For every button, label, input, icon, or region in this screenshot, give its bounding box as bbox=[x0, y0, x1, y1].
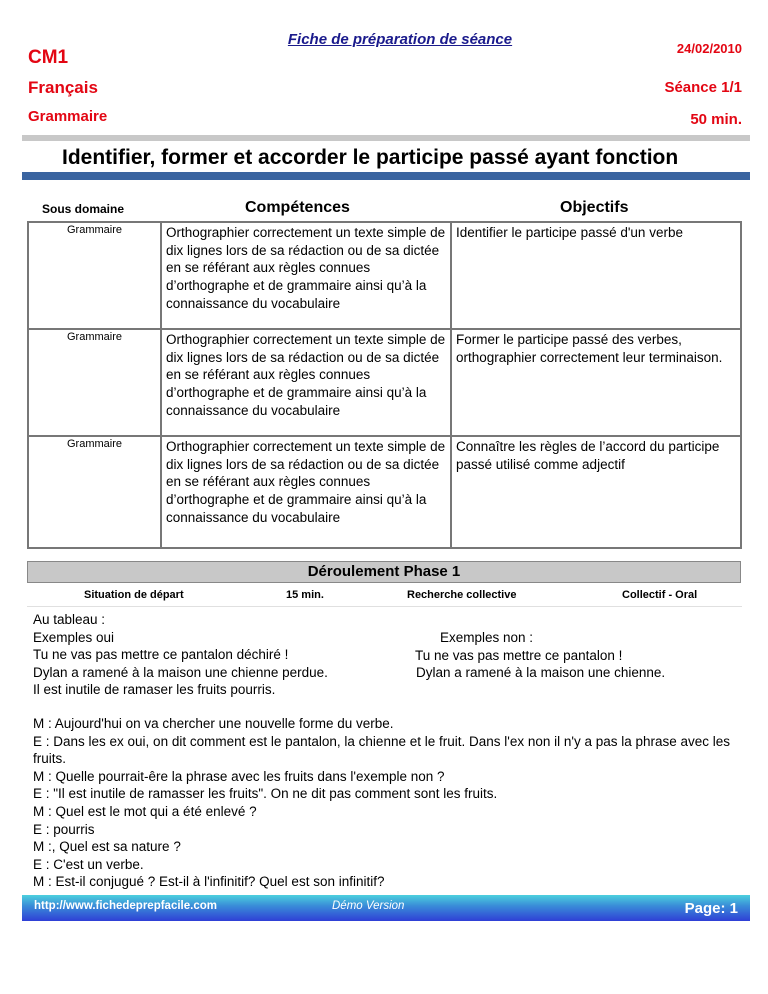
dialog-line: M : Quel est le mot qui a été enlevé ? bbox=[33, 803, 257, 819]
dialog-line: M : Aujourd'hui on va chercher une nouvelle forme du verbe. bbox=[33, 716, 394, 731]
table-row bbox=[28, 436, 741, 548]
text-line: Tu ne vas pas mettre ce pantalon déchiré ! bbox=[33, 647, 289, 663]
title-underline-bar bbox=[22, 172, 750, 180]
page-footer bbox=[22, 895, 750, 921]
dialog-line: E : "Il est inutile de ramasser les fruits". On ne dit pas comment sont les fruits. bbox=[33, 786, 498, 802]
cell-objectif: Former le participe passé des verbes, orthographier correctement leur terminaison. bbox=[451, 329, 741, 436]
phase-duration: 15 min. bbox=[286, 589, 324, 601]
text-line: Dylan a ramené à la maison une chienne perdue. bbox=[33, 664, 328, 680]
text-line: Tu ne vas pas mettre ce pantalon ! bbox=[415, 647, 623, 663]
dialog-line: E : C'est un verbe. bbox=[33, 856, 144, 872]
dialog-line: E : Dans les ex oui, on dit comment est le pantalon, la chienne et le fruit. Dans l'ex non il n'y a pas la phrase avec les fruits. bbox=[33, 733, 731, 767]
examples-oui bbox=[33, 611, 328, 699]
header-divider bbox=[22, 135, 750, 141]
cell-objectif: Identifier le participe passé d'un verbe bbox=[451, 222, 741, 329]
phase-title-bar: Déroulement Phase 1 bbox=[27, 561, 741, 583]
examples-non bbox=[415, 629, 665, 682]
phase-type: Recherche collective bbox=[407, 589, 517, 601]
table-row bbox=[28, 329, 741, 436]
subdomain-label: Grammaire bbox=[28, 108, 108, 125]
dialog-line: E : pourris bbox=[33, 821, 95, 837]
session-label: Séance 1/1 bbox=[664, 79, 742, 96]
footer-page-number: Page: 1 bbox=[684, 900, 738, 917]
cell-objectif: Connaître les règles de l’accord du participe passé utilisé comme adjectif bbox=[451, 436, 741, 548]
date-label: 24/02/2010 bbox=[676, 41, 742, 56]
text-line: Dylan a ramené à la maison une chienne. bbox=[416, 665, 666, 681]
dialog-line: M : Est-il conjugué ? Est-il à l'infinitif? Quel est son infinitif? bbox=[33, 874, 385, 890]
phase-mode: Collectif - Oral bbox=[622, 589, 698, 601]
dialog-line: M :, Quel est sa nature ? bbox=[33, 839, 181, 855]
text-line: Exemples oui bbox=[33, 629, 115, 645]
cell-sous-domaine: Grammaire bbox=[28, 329, 161, 436]
cell-competence: Orthographier correctement un texte simple de dix lignes lors de sa rédaction ou de sa dictée en se référant aux règles connues d’orthographe et de grammaire ainsi qu’à la connaissance du vocabulaire bbox=[161, 222, 451, 329]
phase-divider bbox=[27, 606, 742, 607]
cell-competence: Orthographier correctement un texte simple de dix lignes lors de sa rédaction ou de sa dictée en se référant aux règles connues d’orthographe et de grammaire ainsi qu’à la connaissance du vocabulaire bbox=[161, 329, 451, 436]
text-line: Il est inutile de ramaser les fruits pourris. bbox=[33, 682, 276, 698]
header-sous-domaine: Sous domaine bbox=[42, 202, 125, 216]
footer-demo-label: Démo Version bbox=[332, 900, 405, 912]
text-line: Au tableau : bbox=[33, 612, 106, 627]
duration-label: 50 min. bbox=[690, 111, 742, 128]
main-title: Identifier, former et accorder le participe passé ayant fonction bbox=[62, 146, 679, 169]
header-objectifs: Objectifs bbox=[560, 199, 629, 216]
class-label: CM1 bbox=[28, 47, 69, 68]
header-competences: Compétences bbox=[245, 199, 350, 216]
cell-competence: Orthographier correctement un texte simple de dix lignes lors de sa rédaction ou de sa dictée en se référant aux règles connues d’orthographe et de grammaire ainsi qu’à la connaissance du vocabulaire bbox=[161, 436, 451, 548]
document-title: Fiche de préparation de séance bbox=[287, 31, 513, 48]
table-row bbox=[28, 222, 741, 329]
subject-label: Français bbox=[28, 78, 98, 97]
objectives-table bbox=[27, 221, 742, 549]
footer-url-link[interactable]: http://www.fichedeprepfacile.com bbox=[34, 900, 217, 912]
cell-sous-domaine: Grammaire bbox=[28, 222, 161, 329]
dialog-line: M : Quelle pourrait-êre la phrase avec les fruits dans l'exemple non ? bbox=[33, 768, 445, 784]
phase-situation: Situation de départ bbox=[84, 589, 184, 601]
cell-sous-domaine: Grammaire bbox=[28, 436, 161, 548]
text-line: Exemples non : bbox=[440, 630, 534, 645]
dialog-transcript bbox=[33, 715, 743, 891]
